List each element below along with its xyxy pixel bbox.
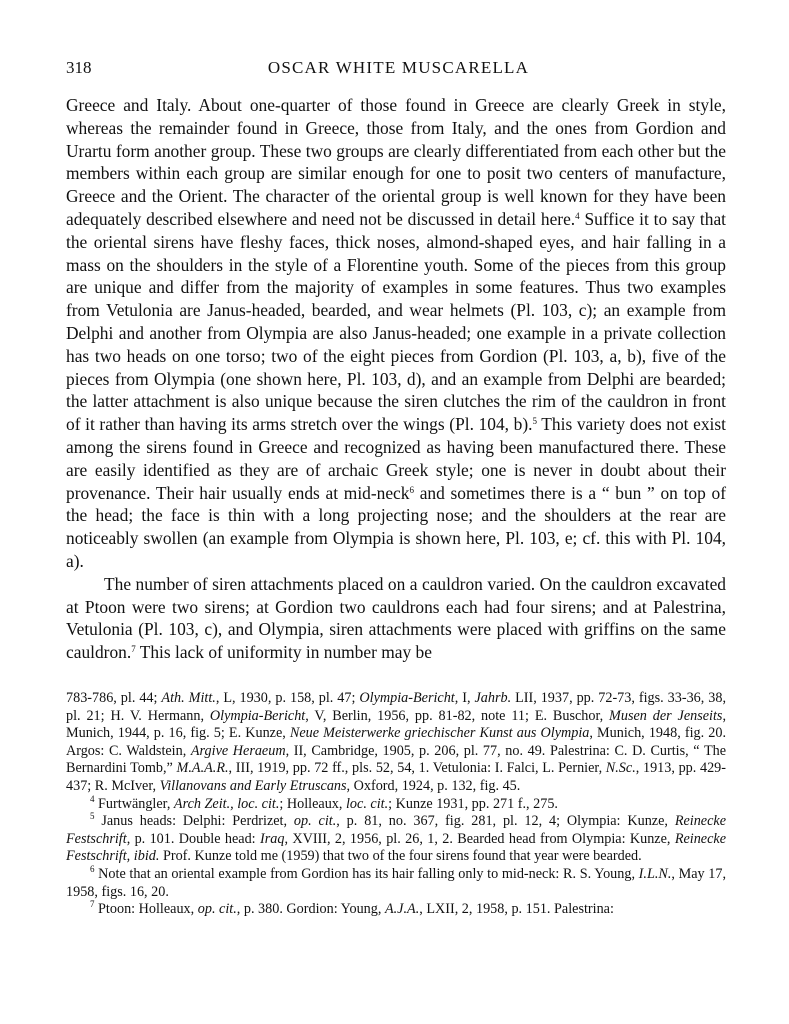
page-header <box>66 58 731 82</box>
note-italic: I.L.N. <box>638 865 672 882</box>
paragraph-2-text-b: This lack of uniformity in number may be <box>135 642 432 663</box>
footnote-number: 6 <box>90 863 95 874</box>
page-number: 318 <box>66 58 92 77</box>
note-text: , p. 380. Gordion: Young, <box>236 901 385 918</box>
note-italic: N.Sc. <box>605 760 636 777</box>
note-text: , V, Berlin, 1956, pp. 81-82, note 11; E. Buschor, <box>305 707 610 724</box>
note-italic: op. cit. <box>197 901 237 918</box>
note-text: Ptoon: Holleaux, <box>94 901 198 918</box>
footnote-7 <box>66 901 726 919</box>
note-italic: Jahrb. <box>474 690 512 706</box>
note-text: , L, 1930, p. 158, pl. 47; <box>215 690 360 706</box>
note-text: , Munich, 1948, fig. 20. Argos: C. Waldstein, <box>66 725 726 759</box>
footnote-ref-4: 4 <box>575 210 580 221</box>
note-italic: Reinecke Festschrift, ibid. <box>66 830 726 865</box>
note-text: , Munich, 1944, p. 16, fig. 5; E. Kunze, <box>66 707 726 742</box>
footnote-6 <box>66 863 726 901</box>
paragraph-2-text-a: The number of siren attachments placed on a cauldron varied. On the cauldron excavated at Ptoon were two sirens; at Gordion two cauldrons each had four sirens; and at Palestrina, Vetulonia (Pl. 103, c), and Olympia, siren attachments were placed with griffins on the same cauldron. <box>66 573 726 663</box>
footnotes <box>66 690 726 919</box>
note-italic: Villanovans and Early Etruscans <box>159 777 347 794</box>
note-italic: loc. cit. <box>345 795 389 812</box>
note-text: , p. 81, no. 367, fig. 281, pl. 12, 4; Olympia: Kunze, <box>336 813 675 830</box>
note-italic: Musen der Jenseits <box>609 707 723 724</box>
footnote-5 <box>66 813 726 866</box>
note-text: Note that an oriental example from Gordion has its hair falling only to mid-neck: R. S. Young, <box>94 865 639 882</box>
note-text: , May 17, 1958, figs. 16, 20. <box>66 865 726 900</box>
note-text: , III, 1919, pp. 72 ff., pls. 52, 54, 1. Vetulonia: I. Falci, L. Pernier, <box>228 760 606 777</box>
note-text: ; Holleaux, <box>279 795 346 812</box>
note-italic: Iraq <box>260 830 285 847</box>
note-italic: Neue Meisterwerke griechischer Kunst aus Olympia <box>289 725 590 742</box>
paragraph-1-text-d: and sometimes there is a “ bun ” on top of the head; the face is thin with a long projecting nose; and the shoulders at the rear are noticeably swollen (an example from Olympia is shown here, Pl. 103, e; cf. this with Pl. 104, a). <box>66 482 726 571</box>
paragraph-1-text-a: Greece and Italy. About one-quarter of those found in Greece are clearly Greek in style, whereas the remainder found in Greece, those from Italy, and the ones from Gordion and Urartu form another group. These two groups are clearly differentiated from each other but the members within each group are similar enough for one to posit two centers of manufacture, Greece and the Orient. The character of the oriental group is well known for they have been adequately described elsewhere and need not be discussed in detail here. <box>66 95 726 229</box>
footnote-number: 5 <box>90 811 95 822</box>
note-italic: A.J.A. <box>384 901 420 918</box>
note-text: LII, 1937, pp. 72-73, figs. 33-36, 38, pl. 21; H. V. Hermann, <box>66 690 726 724</box>
note-text: Janus heads: Delphi: Perdrizet, <box>94 813 294 830</box>
note-text: ; Kunze 1931, pp. 271 f., 275. <box>388 795 558 812</box>
note-text: Prof. Kunze told me (1959) that two of the four sirens found that year were bearded. <box>159 848 642 865</box>
footnote-continued <box>66 690 726 796</box>
note-text: , Oxford, 1924, p. 132, fig. 45. <box>346 777 521 794</box>
paragraph-1 <box>66 94 726 573</box>
note-italic: M.A.A.R. <box>176 760 229 777</box>
note-text: 783-786, pl. 44; <box>66 690 162 706</box>
note-text: , 1913, pp. 429-437; R. McIver, <box>66 760 727 794</box>
note-text: , II, Cambridge, 1905, p. 206, pl. 77, no. 49. Palestrina: C. D. Curtis, “ The Bernardini Tomb,” <box>66 742 727 777</box>
paragraph-1-text-b: Suffice it to say that the oriental sirens have fleshy faces, thick noses, almond-shaped eyes, and hair falling in a mass on the shoulders in the style of a Florentine youth. Some of the pieces from this group are unique and differ from the majority of examples in some features. Thus two examples from Vetulonia are Janus-headed, bearded, and wear helmets (Pl. 103, c); an example from Delphi and another from Olympia are also Janus-headed; one example in a private collection has two heads on one torso; two of the eight pieces from Gordion (Pl. 103, a, b), five of the pieces from Olympia (one shown here, Pl. 103, d), and an example from Delphi are bearded; the latter attachment is also unique because the siren clutches the rim of the cauldron in front of it rather than having its arms stretch over the wings (Pl. 104, b). <box>66 208 726 435</box>
note-italic: op. cit. <box>293 813 337 830</box>
note-text: , XVIII, 2, 1956, pl. 26, 1, 2. Bearded head from Olympia: Kunze, <box>284 830 675 847</box>
note-text: , I, <box>454 690 475 706</box>
note-text: , LXII, 2, 1958, p. 151. Palestrina: <box>419 901 614 918</box>
note-text: Furtwängler, <box>94 795 174 812</box>
body-text <box>66 94 726 664</box>
footnote-ref-6: 6 <box>409 484 414 495</box>
footnote-number: 7 <box>90 899 95 910</box>
footnote-ref-7: 7 <box>131 644 136 655</box>
footnote-4 <box>66 793 726 814</box>
paragraph-2 <box>66 573 726 664</box>
running-head: OSCAR WHITE MUSCARELLA <box>267 58 530 77</box>
note-text: , p. 101. Double head: <box>126 830 260 847</box>
note-italic: Reinecke Festschrift <box>66 813 726 847</box>
footnote-ref-5: 5 <box>532 416 537 427</box>
note-italic: Ath. Mitt. <box>161 690 216 706</box>
footnote-number: 4 <box>90 793 95 804</box>
paragraph-1-text-c: This variety does not exist among the sirens found in Greece and recognized as having been manufactured there. These are easily identified as they are of archaic Greek style; one is never in doubt about their provenance. Their hair usually ends at mid-neck <box>66 414 726 503</box>
note-italic: Olympia-Bericht <box>209 707 306 724</box>
note-italic: Arch Zeit., loc. cit. <box>173 795 280 812</box>
note-italic: Argive Heraeum <box>190 742 286 759</box>
note-italic: Olympia-Bericht <box>359 690 455 706</box>
